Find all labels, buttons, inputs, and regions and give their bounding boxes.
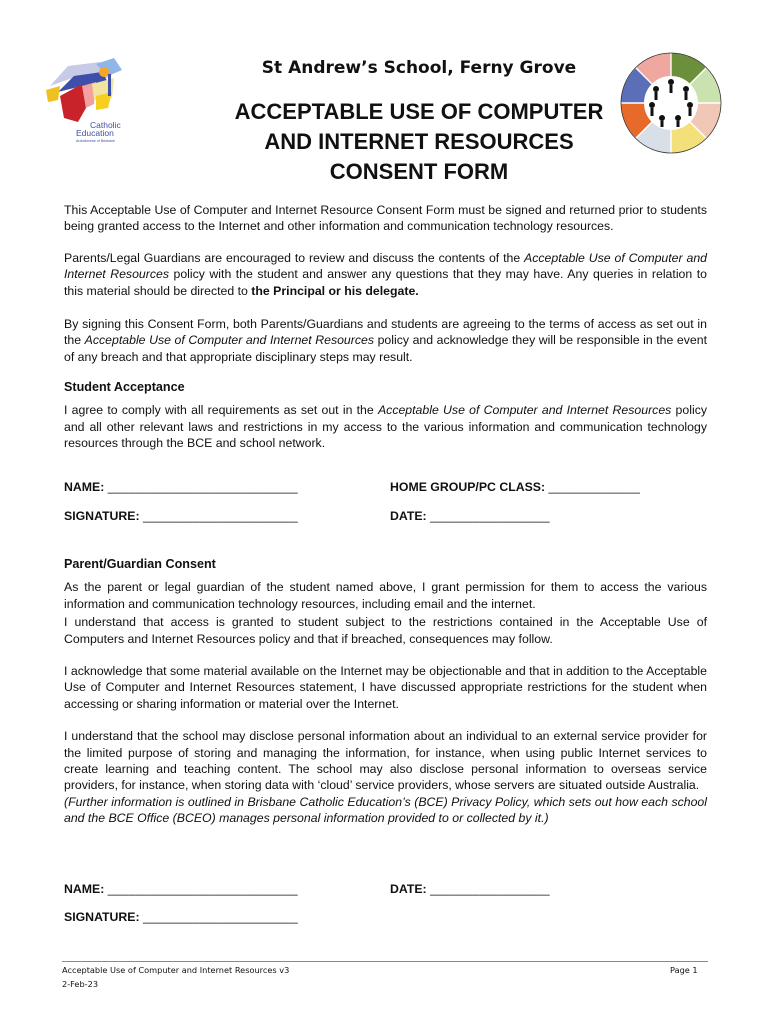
footer-doc-date: 2-Feb-23 — [62, 979, 99, 989]
logo-text-archdiocese: Archdiocese of Brisbane — [76, 139, 115, 143]
parent-name-label: NAME: — [64, 882, 105, 896]
intro-2-text-b: policy with the student and answer any questions that they may have. Any queries in relation to this material should be directed to — [64, 267, 707, 298]
parent-text-1: As the parent or legal guardian of the student named above, I grant permission for them to access the various information and communication technology resources, including email and the internet. — [64, 580, 707, 611]
intro-3-text-b: policy and acknowledge they will be responsible in the event of any breach and that appropriate disciplinary steps may result. — [64, 333, 707, 364]
student-heading: Student Acceptance — [64, 380, 185, 394]
form-title-line-3: CONSENT FORM — [329, 159, 509, 184]
parent-heading: Parent/Guardian Consent — [64, 557, 216, 571]
parent-text-4: I understand that the school may disclose personal information about an individual to an external service provider for the limited purpose of storing and managing the information, for instance, when using public Internet services to create learning and teaching content. The school may also disclose personal information to overseas service providers, for instance, when storing data with ‘cloud’ service providers, whose servers are situated outside Australia. — [64, 729, 707, 793]
form-title-line-1: ACCEPTABLE USE OF COMPUTER — [234, 99, 604, 124]
intro-text-2 — [64, 250, 707, 299]
parent-section — [64, 556, 707, 827]
parent-text-2: I understand that access is granted to student subject to the restrictions contained in the Acceptable Use of Computers and Internet Resources policy and that if breached, consequences may follow. — [64, 615, 707, 646]
student-policy-name: Acceptable Use of Computer and Internet Resources — [377, 403, 672, 418]
logo-text-education: Education — [76, 128, 114, 138]
student-section — [64, 379, 707, 452]
parent-date-label: DATE: — [390, 882, 427, 896]
student-text-b: policy and all other relevant laws and restrictions in my access to the various information and communication technology resources through the BCE and school network. — [64, 403, 708, 451]
home-group-label: HOME GROUP/PC CLASS: — [390, 480, 546, 494]
student-name-label: NAME: — [64, 480, 105, 494]
intro-2-policy-name: Acceptable Use of Computer and Internet Resources — [64, 251, 708, 282]
form-title-line-2: AND INTERNET RESOURCES — [264, 129, 574, 154]
parent-signature-label: SIGNATURE: — [64, 910, 140, 924]
parent-signature-line[interactable]: ______________________ — [143, 910, 298, 924]
intro-3-policy-name: Acceptable Use of Computer and Internet Resources — [84, 333, 374, 348]
parent-privacy-note: (Further information is outlined in Brisbane Catholic Education’s (BCE) Privacy Policy, which sets out how each school and the BCE Office (BCEO) manages personal information provided to or collected by it.) — [64, 794, 707, 826]
form-title — [0, 97, 770, 187]
home-group-line[interactable]: _____________ — [548, 480, 641, 494]
footer-doc-name: Acceptable Use of Computer and Internet Resources v3 — [62, 965, 290, 975]
student-name-line[interactable]: ___________________________ — [107, 480, 298, 494]
parent-name-field[interactable] — [64, 882, 298, 896]
intro-paragraph-2 — [64, 250, 707, 299]
school-name: St Andrew’s School, Ferny Grove — [261, 58, 577, 78]
parent-signature-field[interactable] — [64, 910, 298, 924]
student-text-a: I agree to comply with all requirements as set out in the — [64, 403, 378, 418]
intro-2-principal: the Principal or his delegate. — [251, 283, 419, 298]
parent-date-line[interactable]: _________________ — [430, 882, 550, 896]
footer-divider — [62, 961, 708, 962]
student-date-line[interactable]: _________________ — [430, 509, 550, 523]
student-agreement-text — [64, 402, 707, 451]
student-signature-field[interactable] — [64, 509, 298, 523]
student-date-label: DATE: — [390, 509, 427, 523]
student-signature-line[interactable]: ______________________ — [143, 509, 298, 523]
student-signature-label: SIGNATURE: — [64, 509, 140, 523]
intro-paragraph-1 — [64, 202, 707, 235]
parent-date-field[interactable] — [390, 882, 550, 896]
student-name-field[interactable] — [64, 480, 298, 494]
parent-name-line[interactable]: ___________________________ — [107, 882, 298, 896]
intro-text-1: This Acceptable Use of Computer and Internet Resource Consent Form must be signed and returned prior to students being granted access to the Internet and other information and communication technology resources. — [64, 203, 707, 234]
intro-paragraph-3 — [64, 316, 707, 365]
footer-page-number: Page 1 — [670, 965, 698, 975]
student-date-field[interactable] — [390, 509, 550, 523]
home-group-field[interactable] — [390, 480, 640, 494]
intro-2-text-a: Parents/Legal Guardians are encouraged to review and discuss the contents of the — [64, 251, 525, 265]
intro-text-3 — [64, 316, 707, 365]
logo-text-catholic: Catholic — [90, 120, 121, 130]
intro-3-text-a: By signing this Consent Form, both Parents/Guardians and students are agreeing to the terms of access as set out in the — [64, 317, 707, 348]
parent-text-3: I acknowledge that some material available on the Internet may be objectionable and that in addition to the Acceptable Use of Computer and Internet Resources statement, I have discussed appropriate restrictions for the student when accessing or sharing information or material over the Internet. — [64, 664, 707, 711]
